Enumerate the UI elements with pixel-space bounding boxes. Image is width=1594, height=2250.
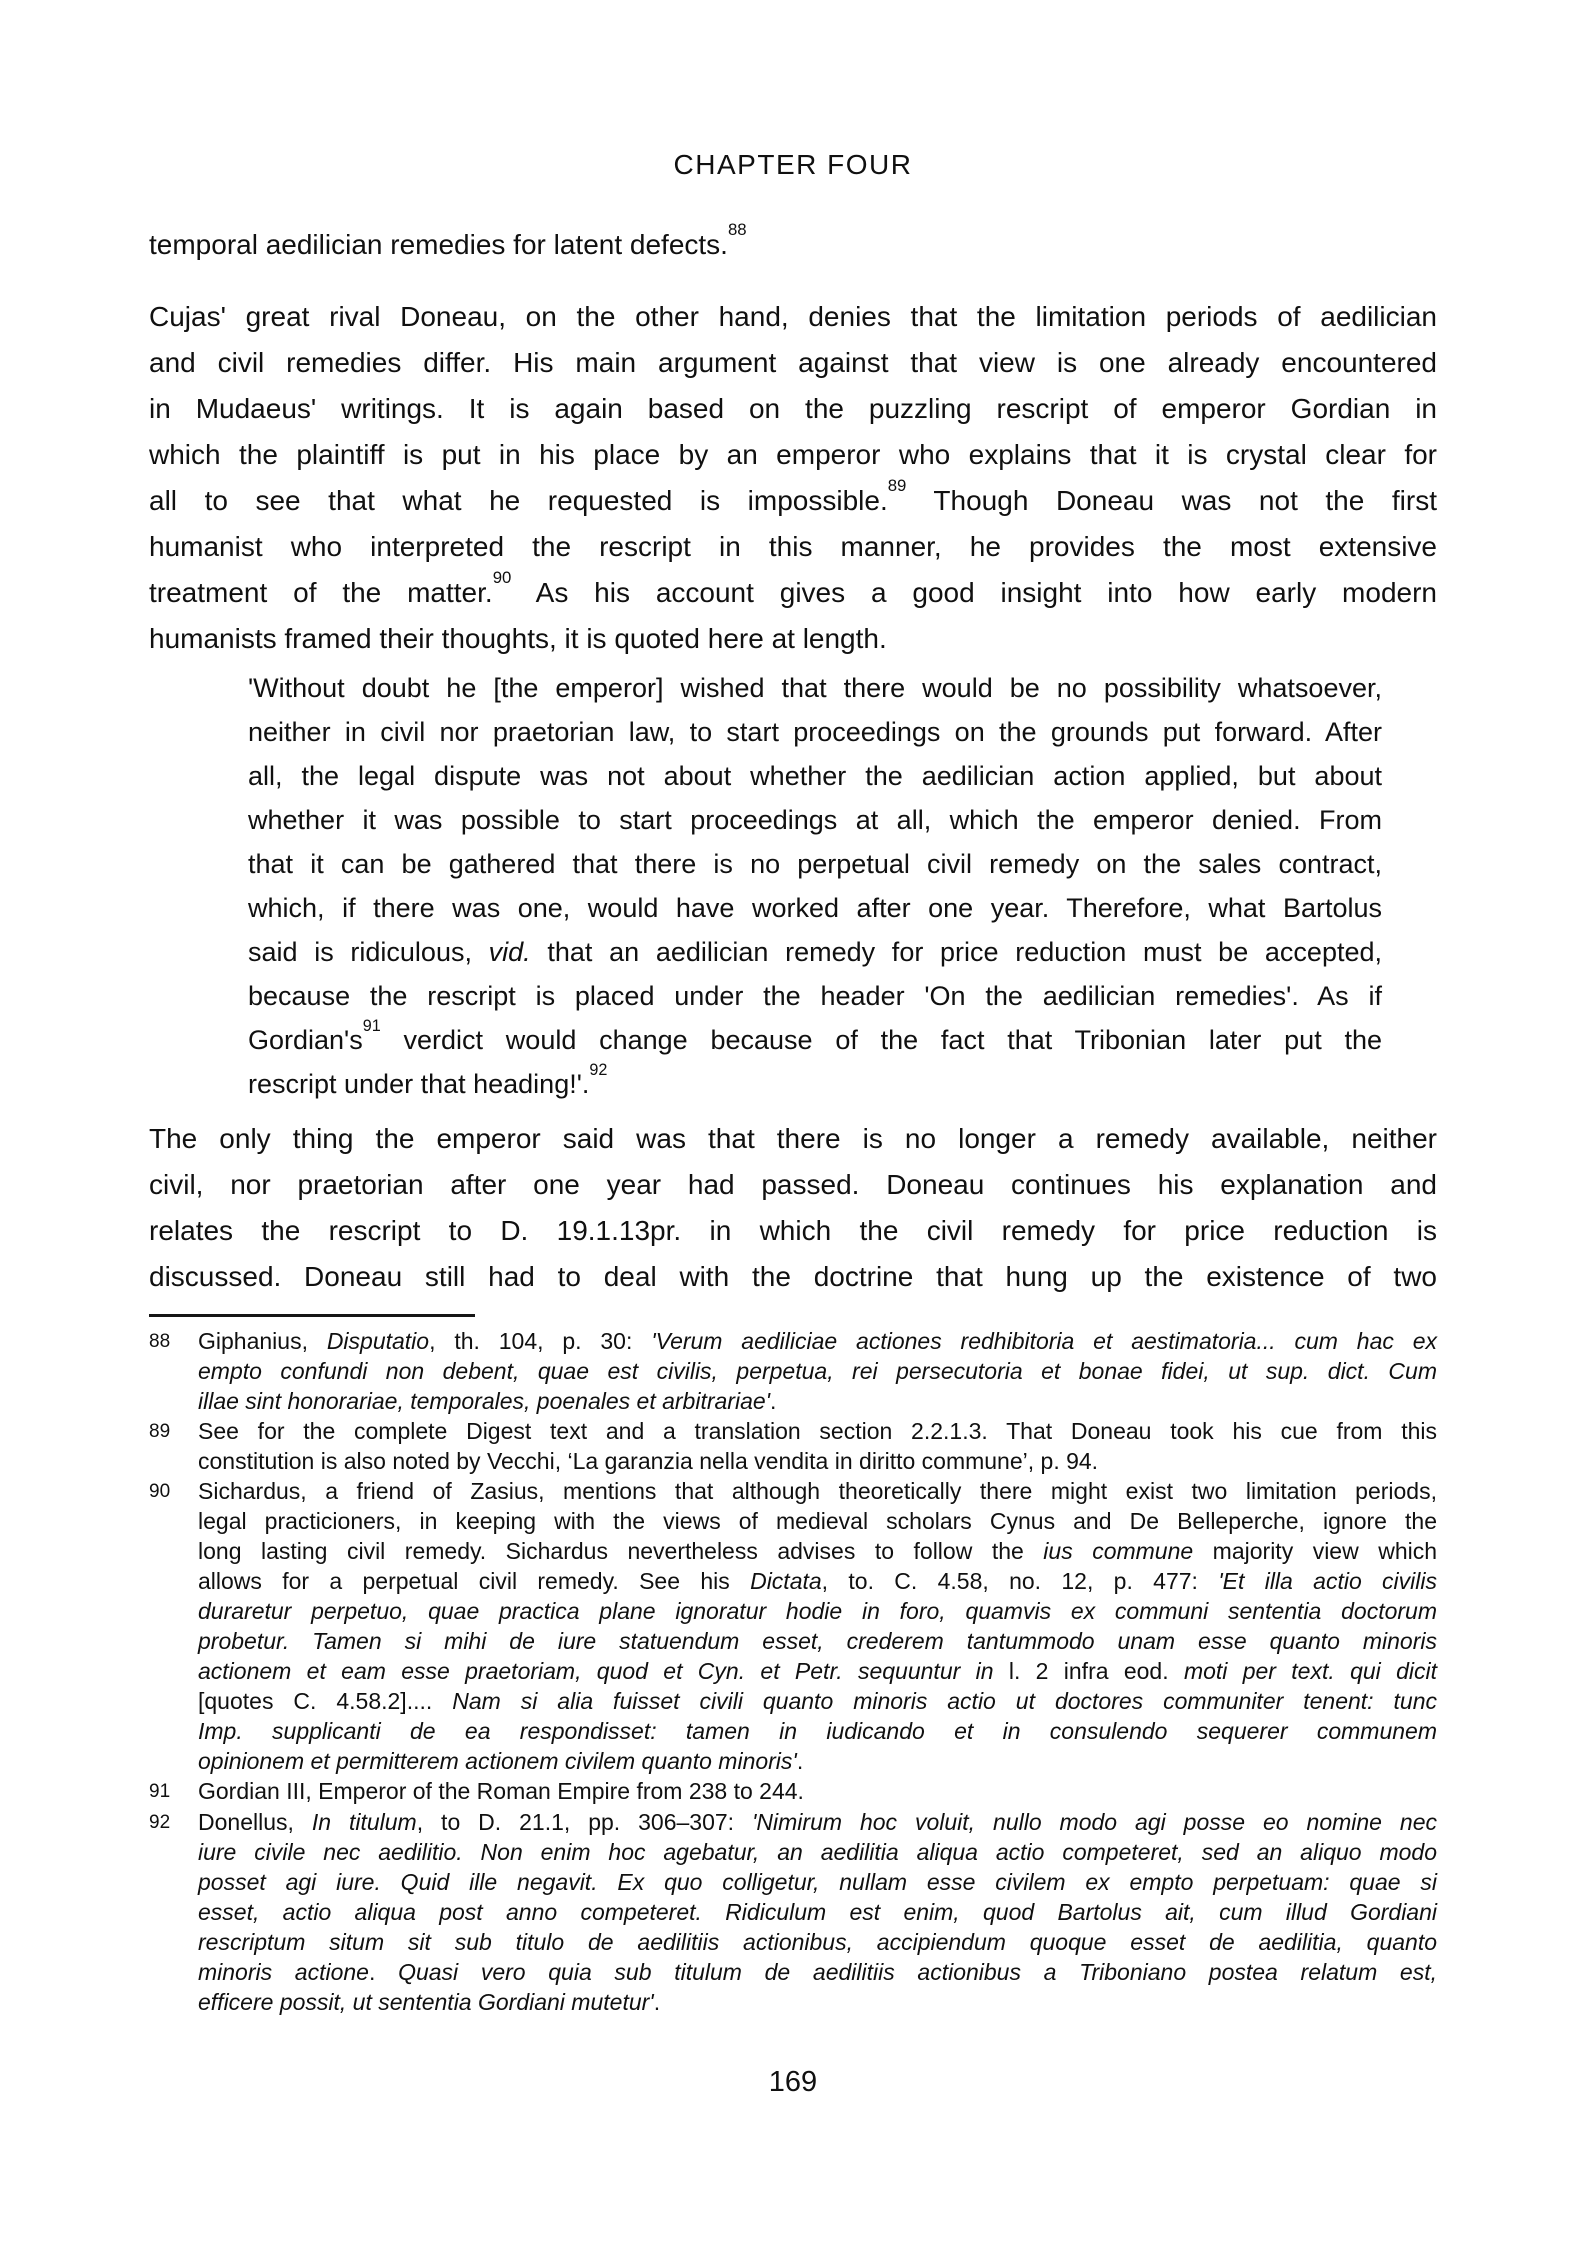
footnote-text: [198, 1807, 1437, 2017]
text-line: [198, 1837, 1437, 1867]
text-run: discussed. Doneau still had to deal with the doctrine that hung up the existence of two: [149, 1261, 1437, 1292]
text-line: [149, 524, 1437, 570]
text-run: allows for a perpetual civil remedy. See his: [198, 1568, 751, 1594]
text-run: Gordian's: [248, 1025, 363, 1055]
footnote-number: 88: [149, 1331, 171, 1352]
paragraph-after-quote: [149, 1116, 1437, 1300]
text-run: .: [653, 1989, 661, 2015]
text-run: Cujas' great rival Doneau, on the other hand, denies that the limitation periods of aedilician: [149, 301, 1437, 332]
text-line: [149, 570, 1437, 616]
text-line: [198, 1867, 1437, 1897]
text-run: treatment of the matter.: [149, 577, 493, 608]
footnote-text: [198, 1416, 1437, 1476]
italic-text: actionem et eam esse praetoriam, quod et Cyn. et Petr. sequuntur in: [198, 1658, 994, 1684]
text-run: Though Doneau was not the first: [906, 485, 1437, 516]
italic-text: probetur. Tamen si mihi de iure statuendum esset, crederem tantummodo unam esse quanto minoris: [198, 1628, 1437, 1654]
italic-text: esset, actio aliqua post anno competeret. Ridiculum est enim, quod Bartolus ait, cum illud Gordiani: [198, 1899, 1437, 1925]
footnote-reference: 89: [887, 476, 907, 496]
text-run: civil, nor praetorian after one year had passed. Doneau continues his explanation and: [149, 1169, 1437, 1200]
footnote-91: [149, 1776, 1437, 1807]
text-line: [149, 1208, 1437, 1254]
footnote-reference: 90: [492, 568, 512, 588]
paragraph-continuation: [149, 222, 1437, 268]
text-line: [149, 386, 1437, 432]
text-run: that an aedilician remedy for price reduction must be accepted,: [530, 937, 1382, 967]
text-run: Giphanius,: [198, 1328, 327, 1354]
text-line: [198, 1656, 1437, 1686]
text-run: temporal aedilician remedies for latent defects.: [149, 229, 728, 260]
page-number: 169: [768, 2066, 818, 2098]
italic-text: moti per text. qui dicit: [1183, 1658, 1437, 1684]
text-run: See for the complete Digest text and a translation section 2.2.1.3. That Doneau took his cue from this: [198, 1418, 1437, 1444]
text-line: [198, 1776, 1437, 1806]
text-line: [149, 340, 1437, 386]
text-line: [149, 1254, 1437, 1300]
text-run: l. 2 infra eod.: [993, 1658, 1184, 1684]
text-line: [248, 842, 1382, 886]
text-run: [quotes C. 4.58.2]....: [198, 1688, 453, 1714]
italic-text: vid.: [488, 937, 531, 967]
footnote-text: [198, 1776, 1437, 1806]
text-run: 'Without doubt he [the emperor] wished that there would be no possibility whatsoever,: [248, 673, 1382, 703]
text-run: Sichardus, a friend of Zasius, mentions that although theoretically there might exist two limitation periods,: [198, 1478, 1437, 1504]
text-run: constitution is also noted by Vecchi, ‘La garanzia nella vendita in diritto commune’, p. 94.: [198, 1448, 1099, 1474]
text-line: [198, 1566, 1437, 1596]
footnote-reference: 88: [727, 220, 747, 240]
italic-text: rescriptum situm sit sub titulo de aedilitiis actionibus, accipiendum quoque esset de aedilitia, quanto: [198, 1929, 1437, 1955]
text-line: [198, 1536, 1437, 1566]
footnote-88: [149, 1326, 1437, 1416]
text-line: [149, 1116, 1437, 1162]
text-run: , th. 104, p. 30:: [429, 1328, 652, 1354]
text-run: which, if there was one, would have worked after one year. Therefore, what Bartolus: [248, 893, 1382, 923]
text-line: [149, 222, 1437, 268]
text-line: [149, 432, 1437, 478]
text-run: , to. C. 4.58, no. 12, p. 477:: [821, 1568, 1219, 1594]
text-line: [248, 754, 1382, 798]
block-quote: [248, 666, 1382, 1106]
text-line: [248, 666, 1382, 710]
text-line: [198, 1476, 1437, 1506]
text-run: .: [796, 1748, 804, 1774]
text-run: Donellus,: [198, 1809, 312, 1835]
footnote-text: [198, 1476, 1437, 1776]
footnote-text: [198, 1326, 1437, 1416]
text-run: The only thing the emperor said was that there is no longer a remedy available, neither: [149, 1123, 1437, 1154]
italic-text: illae sint honorariae, temporales, poenales et arbitrariae': [198, 1388, 771, 1414]
italic-text: opinionem et permitterem actionem civilem quanto minoris': [198, 1748, 797, 1774]
text-run: Gordian III, Emperor of the Roman Empire from 238 to 244.: [198, 1778, 804, 1804]
text-line: [198, 1807, 1437, 1837]
text-line: [198, 1686, 1437, 1716]
text-run: whether it was possible to start proceedings at all, which the emperor denied. From: [248, 805, 1382, 835]
italic-text: posset agi iure. Quid ille negavit. Ex quo colligetur, nullam esse civilem ex empto perpetuam: quae si: [198, 1869, 1437, 1895]
text-line: [248, 1062, 1382, 1106]
text-line: [248, 1018, 1382, 1062]
footnotes-section: [149, 1326, 1437, 2017]
text-run: .: [368, 1959, 399, 1985]
text-line: [198, 1416, 1437, 1446]
footnote-number: 89: [149, 1421, 171, 1442]
text-line: [198, 1356, 1437, 1386]
footnote-90: [149, 1476, 1437, 1776]
text-line: [198, 1746, 1437, 1776]
text-run: rescript under that heading!'.: [248, 1069, 590, 1099]
text-line: [248, 710, 1382, 754]
text-line: [198, 1626, 1437, 1656]
footnote-number: 92: [149, 1812, 171, 1833]
italic-text: minoris actione: [198, 1959, 369, 1985]
text-line: [198, 1987, 1437, 2017]
text-line: [248, 886, 1382, 930]
text-run: in Mudaeus' writings. It is again based on the puzzling rescript of emperor Gordian in: [149, 393, 1437, 424]
italic-text: Dictata: [750, 1568, 822, 1594]
text-line: [198, 1326, 1437, 1356]
text-run: .: [770, 1388, 777, 1414]
text-run: humanist who interpreted the rescript in this manner, he provides the most extensive: [149, 531, 1437, 562]
page-content: [149, 0, 1437, 2099]
italic-text: efficere possit, ut sententia Gordiani mutetur': [198, 1989, 654, 2015]
text-run: that it can be gathered that there is no perpetual civil remedy on the sales contract,: [248, 849, 1382, 879]
text-run: and civil remedies differ. His main argument against that view is one already encountered: [149, 347, 1437, 378]
italic-text: 'Verum aediliciae actiones redhibitoria et aestimatoria... cum hac ex: [651, 1328, 1437, 1354]
italic-text: Quasi vero quia sub titulum de aedilitiis actionibus a Triboniano postea relatum est,: [398, 1959, 1437, 1985]
text-run: As his account gives a good insight into how early modern: [511, 577, 1437, 608]
text-line: [198, 1927, 1437, 1957]
chapter-running-head: CHAPTER FOUR: [673, 149, 913, 180]
italic-text: 'Et illa actio civilis: [1218, 1568, 1437, 1594]
text-line: [198, 1897, 1437, 1927]
text-line: [198, 1506, 1437, 1536]
paragraph-main: [149, 294, 1437, 662]
text-run: neither in civil nor praetorian law, to start proceedings on the grounds put forward. After: [248, 717, 1382, 747]
italic-text: Nam si alia fuisset civili quanto minoris actio ut doctores communiter tenent: tunc: [452, 1688, 1437, 1714]
text-run: , to D. 21.1, pp. 306–307:: [416, 1809, 753, 1835]
italic-text: empto confundi non debent, quae est civilis, perpetua, rei persecutoria et bonae fidei, ut sup. dict. Cum: [198, 1358, 1437, 1384]
text-line: [149, 478, 1437, 524]
text-line: [198, 1386, 1437, 1416]
text-line: [198, 1957, 1437, 1987]
text-line: [149, 294, 1437, 340]
footnote-reference: 91: [362, 1016, 381, 1035]
text-run: because the rescript is placed under the header 'On the aedilician remedies'. As if: [248, 981, 1382, 1011]
text-line: [198, 1446, 1437, 1476]
italic-text: ius commune: [1043, 1538, 1194, 1564]
text-line: [248, 798, 1382, 842]
text-run: legal practicioners, in keeping with the views of medieval scholars Cynus and De Belleperche, ignore the: [198, 1508, 1437, 1534]
text-line: [248, 974, 1382, 1018]
text-run: all, the legal dispute was not about whether the aedilician action applied, but about: [248, 761, 1382, 791]
italic-text: In titulum: [311, 1809, 417, 1835]
text-run: relates the rescript to D. 19.1.13pr. in which the civil remedy for price reduction is: [149, 1215, 1437, 1246]
text-line: [149, 1162, 1437, 1208]
footnote-number: 91: [149, 1781, 171, 1802]
text-run: verdict would change because of the fact that Tribonian later put the: [380, 1025, 1382, 1055]
text-run: humanists framed their thoughts, it is quoted here at length.: [149, 623, 887, 654]
footnote-89: [149, 1416, 1437, 1476]
text-line: [198, 1716, 1437, 1746]
italic-text: duraretur perpetuo, quae practica plane ignoratur hodie in foro, quamvis ex communi sententia doctorum: [198, 1598, 1437, 1624]
text-run: said is ridiculous,: [248, 937, 489, 967]
italic-text: iure civile nec aedilitio. Non enim hoc agebatur, an aedilitia aliqua actio competeret, sed an aliquo modo: [198, 1839, 1437, 1865]
footnote-separator: [149, 1314, 475, 1317]
text-line: [248, 930, 1382, 974]
italic-text: 'Nimirum hoc voluit, nullo modo agi posse eo nomine nec: [752, 1809, 1437, 1835]
footnote-reference: 92: [589, 1060, 608, 1079]
italic-text: Imp. supplicanti de ea respondisset: tamen in iudicando et in consulendo sequerer communem: [198, 1718, 1437, 1744]
text-run: long lasting civil remedy. Sichardus nevertheless advises to follow the: [198, 1538, 1044, 1564]
text-run: which the plaintiff is put in his place by an emperor who explains that it is crystal clear for: [149, 439, 1437, 470]
text-run: majority view which: [1193, 1538, 1438, 1564]
italic-text: Disputatio: [326, 1328, 430, 1354]
text-run: all to see that what he requested is impossible.: [149, 485, 888, 516]
footnote-92: [149, 1807, 1437, 2017]
text-line: [198, 1596, 1437, 1626]
footnote-number: 90: [149, 1481, 171, 1502]
text-line: [149, 616, 1437, 662]
